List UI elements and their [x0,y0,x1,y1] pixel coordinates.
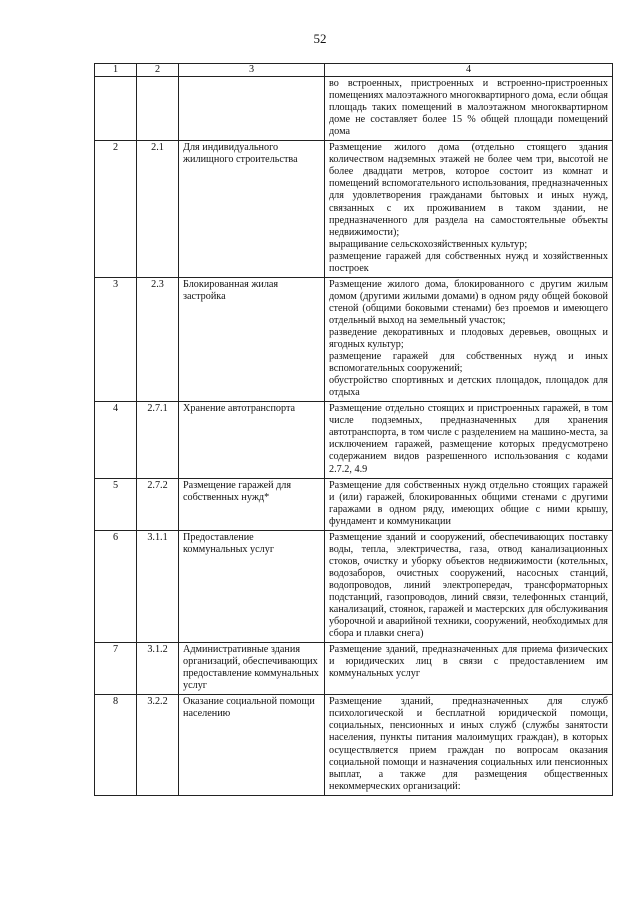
row-code-cell: 2.1 [137,141,179,278]
row-code-cell: 3.1.2 [137,643,179,695]
row-code-cell: 3.2.2 [137,695,179,795]
description-paragraph: Размещение жилого дома (отдельно стоящего здания количеством надземных этажей не более чем три, высотой не более двадцати метров, которое состоит из комнат и помещений вспомогательного использования, предназначенных для удовлетворения гражданами бытовых и иных нужд, связанных с их проживанием в таком здании, не предназначенного для раздела на самостоятельные объекты недвижимости); [329,142,608,238]
row-description-cell [325,643,613,695]
table-row [95,695,613,795]
header-cell-4: 4 [325,64,613,77]
row-code-cell: 2.7.2 [137,478,179,530]
header-cell-1: 1 [95,64,137,77]
row-number-cell [95,77,137,141]
description-paragraph: Размещение зданий, предназначенных для приема физических и юридических лиц в связи с предоставлением им коммунальных услуг [329,644,608,680]
row-number-cell: 3 [95,277,137,401]
table-row [95,530,613,642]
row-number-cell: 7 [95,643,137,695]
row-description-cell [325,695,613,795]
description-paragraph: Размещение для собственных нужд отдельно стоящих гаражей и (или) гаражей, блокированных общими стенами с другими гаражами в одном ряду, имеющих общие с ними крышу, фундамент и коммуникации [329,479,608,527]
row-number-cell: 2 [95,141,137,278]
header-cell-2: 2 [137,64,179,77]
row-code-cell: 2.7.1 [137,402,179,478]
description-paragraph: Размещение отдельно стоящих и пристроенных гаражей, в том числе подземных, предназначенных для хранения автотранспорта, в том числе с разделением на машино-места, за исключением гаражей, размещение которых предусмотрено содержанием видов разрешенного использования с кодами 2.7.2, 4.9 [329,403,608,475]
description-paragraph: Размещение жилого дома, блокированного с другим жилым домом (другими жилыми домами) в одном ряду общей боковой стеной (общими боковыми стенами) без проемов и имеющего отдельный выход на земельный участок; [329,278,608,326]
table-row [95,141,613,278]
continuation-row [95,77,613,141]
table-row [95,643,613,695]
description-paragraph: размещение гаражей для собственных нужд и хозяйственных построек [329,250,608,274]
row-name-cell: Оказание социальной помощи населению [179,695,325,795]
row-number-cell: 5 [95,478,137,530]
row-code-cell [137,77,179,141]
row-code-cell: 2.3 [137,277,179,401]
row-name-cell: Блокированная жилая застройка [179,277,325,401]
description-paragraph: разведение декоративных и плодовых деревьев, овощных и ягодных культур; [329,326,608,351]
description-paragraph: Размещение зданий, предназначенных для служб психологической и бесплатной юридической помощи, социальных, пенсионных и иных служб (службы занятости населения, пункты питания малоимущих граждан), в которых осуществляется прием граждан по вопросам оказания социальной помощи и назначения социальных или пенсионных выплат, а также для размещения общественных некоммерческих организаций: [329,696,608,792]
row-name-cell: Для индивидуального жилищного строительства [179,141,325,278]
row-description-cell [325,478,613,530]
table-header-row [95,64,613,77]
row-description-cell [325,277,613,401]
table-row [95,277,613,401]
row-code-cell: 3.1.1 [137,530,179,642]
description-paragraph: размещение гаражей для собственных нужд и иных вспомогательных сооружений; [329,351,608,375]
page-number: 52 [313,31,327,46]
row-number-cell: 6 [95,530,137,642]
description-paragraph: Размещение зданий и сооружений, обеспечивающих поставку воды, тепла, электричества, газа, отвод канализационных стоков, очистку и уборку объектов недвижимости (котельных, водозаборов, очистных сооружений, насосных станций, водопроводов, линий электропередач, трансформаторных подстанций, газопроводов, линий связи, телефонных станций, канализаций, стоянок, гаражей и мастерских для обслуживания уборочной и аварийной техники, сооружений, необходимых для сбора и плавки снега) [329,531,608,640]
row-number-cell: 8 [95,695,137,795]
row-number-cell: 4 [95,402,137,478]
row-description-cell: во встроенных, пристроенных и встроенно-пристроенных помещениях малоэтажного многоквартирного дома, если общая площадь таких помещений в малоэтажном многоквартирном доме не составляет более 15 % общей площади помещений дома [325,77,613,141]
land-use-table [94,63,613,796]
table-row [95,478,613,530]
row-name-cell [179,77,325,141]
row-name-cell: Административные здания организаций, обеспечивающих предоставление коммунальных услуг [179,643,325,695]
description-paragraph: обустройство спортивных и детских площадок, площадок для отдыха [329,375,608,399]
row-name-cell: Размещение гаражей для собственных нужд* [179,478,325,530]
table-row [95,402,613,478]
row-name-cell: Хранение автотранспорта [179,402,325,478]
row-name-cell: Предоставление коммунальных услуг [179,530,325,642]
row-description-cell [325,141,613,278]
row-description-cell [325,402,613,478]
row-description-cell [325,530,613,642]
header-cell-3: 3 [179,64,325,77]
description-paragraph: выращивание сельскохозяйственных культур; [329,238,528,250]
